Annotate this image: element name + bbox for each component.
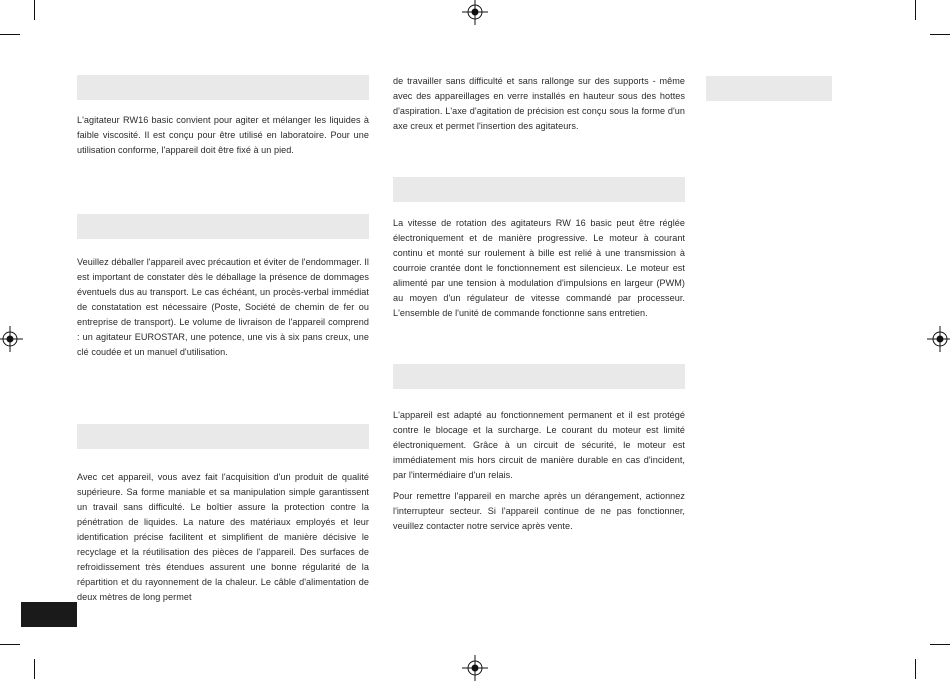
paragraph-continuation: de travailler sans difficulté et sans rallonge sur des supports - même avec des appareillages en verre installés en hauteur sous des hottes d'aspiration. L'axe d'agitation de précision est conçu sous la forme d'un axe creux et permet l'insertion des agitateurs. — [393, 76, 685, 131]
paragraph-usage: L'agitateur RW16 basic convient pour agiter et mélanger les liquides à faible viscosité. Il est conçu pour être utilisé en laboratoire. Pour une utilisation conforme, l'appareil doit être fixé à un pied. — [77, 115, 369, 155]
section-heading-bar-right — [706, 76, 832, 101]
registration-mark-left — [0, 326, 23, 352]
page-number-tab — [21, 602, 77, 627]
section-heading-bar-motor — [393, 177, 685, 202]
section-heading-bar-safety — [393, 364, 685, 389]
registration-mark-bottom — [462, 655, 488, 681]
paragraph-motor: La vitesse de rotation des agitateurs RW 16 basic peut être réglée électroniquement et de manière progressive. Le moteur à courant continu et monté sur roulement à bille est relié à une transmission à courroie crantée dont le fonctionnement est silencieux. Le moteur est alimenté par une tension à modulation d'impulsions en largeur (PWM) au moyen d'un régulateur de vitesse commandé par processeur. L'ensemble de l'unité de commande fonctionne sans entretien. — [393, 218, 685, 318]
section-heading-bar-useful-info — [77, 424, 369, 449]
section-heading-bar-usage — [77, 75, 369, 100]
paragraph-restart: Pour remettre l'appareil en marche après un dérangement, actionnez l'interrupteur secteur. Si l'appareil continue de ne pas fonctionner, veuillez contacter notre service après vente. — [393, 491, 685, 531]
paragraph-unpacking: Veuillez déballer l'appareil avec précaution et éviter de l'endommager. Il est important de constater dès le déballage la présence de dommages éventuels dus au transport. Le cas échéant, un procès-verbal immédiat de constatation est nécessaire (Poste, Société de chemin de fer ou entreprise de transport). Le volume de livraison de l'appareil comprend : un agitateur EUROSTAR, une potence, une vis à six pans creux, une clé coudée et un manuel d'utilisation. — [77, 257, 369, 357]
registration-mark-top — [462, 0, 488, 25]
paragraph-useful-info: Avec cet appareil, vous avez fait l'acquisition d'un produit de qualité supérieure. Sa forme maniable et sa manipulation simple garantissent un travail sans difficulté. Le boîtier assure la protection contre la pénétration de liquides. La nature des matériaux employés et leur identification précise facilitent et simplifient de manière décisive le recyclage et la réutilisation des pièces de l'appareil. Des surfaces de refroidissement très étendues assurent une bonne régularité de la répartition et du rayonnement de la chaleur. Le câble d'alimentation de deux mètres de long permet — [77, 472, 369, 602]
section-heading-bar-unpacking — [77, 214, 369, 239]
paragraph-safety: L'appareil est adapté au fonctionnement permanent et il est protégé contre le blocage et la surcharge. Le courant du moteur est limité électroniquement. Grâce à un circuit de sécurité, le moteur est immédiatement mis hors circuit de manière durable en cas d'incident, par l'intermédiaire d'un relais. — [393, 410, 685, 480]
registration-mark-right — [927, 326, 950, 352]
